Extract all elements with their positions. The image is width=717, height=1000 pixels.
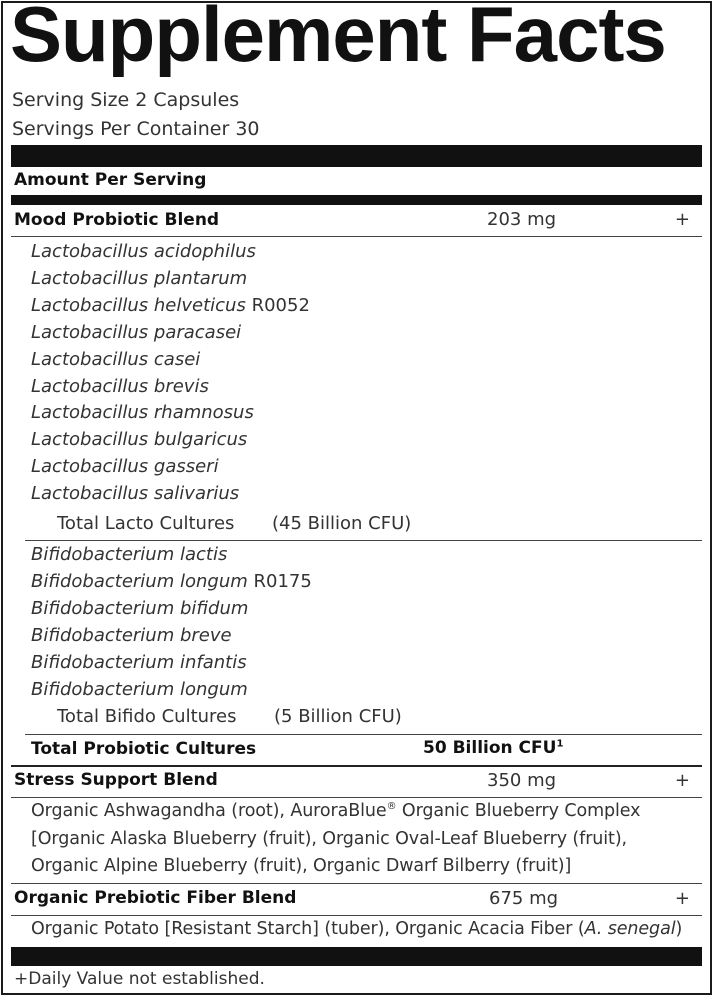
bifido-item	[31, 544, 227, 565]
servings-per-container: Servings Per Container 30	[12, 118, 260, 140]
panel-title: Supplement Facts	[10, 0, 666, 78]
registered-mark: ®	[386, 801, 397, 813]
organism-name: Bifidobacterium longum	[31, 571, 248, 592]
total-probiotic-label: Total Probiotic Cultures	[31, 739, 257, 759]
stress-ingredients-line3: Organic Alpine Blueberry (fruit), Organic Dwarf Bilberry (fruit)]	[31, 856, 572, 876]
lacto-item	[31, 483, 239, 504]
organism-name: Lactobacillus salivarius	[31, 483, 240, 505]
serving-size: Serving Size 2 Capsules	[12, 89, 240, 111]
mood-blend-name: Mood Probiotic Blend	[14, 210, 220, 230]
organism-name: Lactobacillus paracasei	[31, 321, 242, 343]
organism-name: Lactobacillus rhamnosus	[31, 402, 254, 424]
footnote-mark: 1	[556, 738, 564, 750]
thick-divider	[11, 195, 702, 205]
stress-blend-dv: +	[674, 770, 690, 791]
fiber-ingredients: Organic Potato [Resistant Starch] (tuber), Organic Acacia Fiber (A. senegal)	[31, 919, 683, 939]
organism-name: Lactobacillus helveticus	[31, 294, 246, 316]
divider	[25, 540, 702, 541]
bifido-total-label: Total Bifido Cultures	[57, 706, 237, 727]
stress-blend-amount: 350 mg	[487, 770, 557, 791]
stress-blend-name: Stress Support Blend	[14, 770, 218, 790]
thick-divider	[11, 947, 702, 966]
lacto-item	[31, 241, 256, 262]
fiber-blend-name: Organic Prebiotic Fiber Blend	[14, 888, 297, 908]
lacto-item	[31, 456, 219, 477]
divider	[11, 236, 702, 237]
lacto-item	[31, 295, 310, 316]
daily-value-footnote: +Daily Value not established.	[14, 969, 265, 989]
lacto-total-value: (45 Billion CFU)	[272, 513, 412, 534]
organism-name: Bifidobacterium breve	[31, 625, 232, 646]
organism-name: Bifidobacterium lactis	[31, 544, 228, 565]
organism-name: Lactobacillus bulgaricus	[31, 429, 248, 451]
bifido-item	[31, 571, 312, 592]
organism-name: Lactobacillus gasseri	[31, 456, 219, 478]
lacto-item	[31, 268, 247, 289]
fiber-blend-amount: 675 mg	[489, 888, 559, 909]
organism-name: Lactobacillus brevis	[31, 375, 209, 397]
strain-code: R0052	[251, 294, 310, 316]
stress-ingredients-line2: [Organic Alaska Blueberry (fruit), Organic Oval-Leaf Blueberry (fruit),	[31, 829, 628, 849]
strain-code: R0175	[253, 571, 312, 592]
fiber-blend-dv: +	[674, 888, 690, 909]
bifido-item	[31, 598, 248, 619]
total-probiotic-value: 50 Billion CFU$^1$	[423, 738, 564, 758]
lacto-item	[31, 376, 209, 397]
amount-per-serving-heading: Amount Per Serving	[14, 170, 207, 190]
divider	[11, 883, 702, 884]
bifido-item	[31, 625, 232, 646]
lacto-item	[31, 349, 200, 370]
stress-ingredients-line1: Organic Ashwagandha (root), AuroraBlue® Organic Blueberry Complex	[31, 801, 641, 821]
organism-name: Bifidobacterium longum	[31, 679, 248, 700]
lacto-item	[31, 429, 247, 450]
organism-name: Lactobacillus acidophilus	[31, 241, 256, 262]
bifido-item	[31, 652, 247, 673]
lacto-item	[31, 402, 254, 423]
divider	[11, 765, 702, 767]
mood-blend-amount: 203 mg	[487, 209, 557, 230]
organism-name: Bifidobacterium infantis	[31, 652, 247, 673]
thick-divider	[11, 145, 702, 167]
mood-blend-dv: +	[674, 209, 690, 230]
lacto-item	[31, 322, 241, 343]
lacto-total-label: Total Lacto Cultures	[57, 513, 235, 534]
bifido-item	[31, 679, 248, 700]
organism-name: Lactobacillus plantarum	[31, 267, 248, 289]
divider	[11, 797, 702, 798]
divider	[11, 915, 702, 916]
supplement-facts-panel	[1, 1, 712, 995]
divider	[25, 734, 702, 735]
bifido-total-value: (5 Billion CFU)	[274, 706, 402, 727]
organism-name: Lactobacillus casei	[31, 348, 201, 370]
organism-name: Bifidobacterium bifidum	[31, 598, 249, 619]
